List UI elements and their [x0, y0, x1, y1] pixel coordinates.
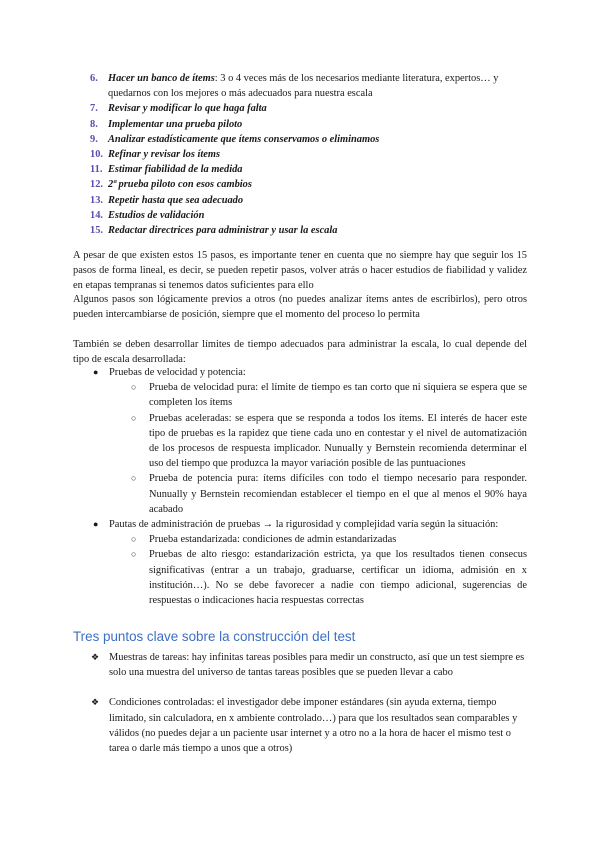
list-item: 13. Repetir hasta que sea adecuado [90, 194, 244, 206]
bullet-administration: ● Pautas de administración de pruebas → la rigurosidad y complejidad varía según la situación: ○ Prueba estandarizada: condiciones de admin estandarizadas ○ Pruebas de alto riesgo: estandarización estricta, ya que los resultados tienen consecus significativas (entrar a un trabajo, graduarse, certificar un idioma, admisión en x institución…). No se debe favorecer a nadie con tiempo adicional, sugerencias de respuestas o indicaciones hacia respuestas correctas [91, 517, 527, 608]
list-item: ○ Pruebas de alto riesgo: estandarización estricta, ya que los resultados tienen consecus significativas (entrar a un trabajo, graduarse, certificar un idioma, admisión en x institución…). No se debe favorecer a nadie con tiempo adicional, sugerencias de respuestas o indicaciones hacia respuestas correctas [131, 549, 527, 607]
list-item: ❖ Condiciones controladas: el investigador debe imponer estándares (sin ayuda externa, tiempo limitado, sin calculadora, en x ambiente controlado…) para que los resultados sean comparables y válidos (no puedes dejar a un paciente usar internet y a otro no a la hora de hacer el mismo test o tarea o darle más tiempo a unos que a otros) [91, 697, 518, 755]
list-item: 11. Estimar fiabilidad de la medida [90, 164, 243, 176]
time-limit-bullets [91, 365, 527, 608]
diamond-bullet-icon: ❖ [91, 652, 100, 662]
sub-list [109, 380, 527, 517]
hollow-bullet-icon: ○ [131, 473, 137, 484]
bullet-dot-icon: ● [93, 519, 99, 530]
paragraph-time-limits: También se deben desarrollar límites de tiempo adecuados para administrar la escala, lo cual depende del tipo de escala desarrollada: [73, 339, 527, 366]
hollow-bullet-icon: ○ [131, 412, 137, 423]
diamond-bullet-icon: ❖ [91, 697, 100, 708]
list-item: ○ Prueba de velocidad pura: el límite de tiempo es tan corto que ni siquiera se espera que se completen los ítems [131, 382, 527, 409]
list-item: 9. Analizar estadísticamente que ítems conservamos o eliminamos [90, 133, 380, 145]
list-item: ○ Prueba de potencia pura: ítems difíciles con todo el tiempo necesario para responder. Nunually y Bernstein recomiendan establecer el tiempo en el que al menos el 90% haya acabado [131, 473, 527, 515]
list-item: ❖ Muestras de tareas: hay infinitas tareas posibles para medir un constructo, así que un test siempre es solo una muestra del universo de tantas tareas posibles que se pueden llevar a cabo [91, 652, 525, 679]
section-heading: Tres puntos clave sobre la construcción del test [73, 629, 356, 644]
sub-list [109, 532, 527, 608]
hollow-bullet-icon: ○ [131, 549, 137, 560]
list-item: 8. Implementar una prueba piloto [90, 118, 243, 130]
list-item: ○ Prueba estandarizada: condiciones de admin estandarizadas [129, 532, 527, 547]
paragraph-step-order: Algunos pasos son lógicamente previos a otros (no puedes analizar ítems antes de escribirlos), pero otros pueden intercambiarse de posición, siempre que el momento del proceso lo permita [73, 294, 527, 321]
list-item: 6. Hacer un banco de ítems: 3 o 4 veces más de los necesarios mediante literatura, expertos… y quedarnos con los mejores o más adecuados para nuestra escala [90, 73, 499, 100]
steps-list [90, 71, 530, 238]
list-item: 15. Redactar directrices para administrar y usar la escala [90, 225, 338, 237]
paragraph-linear-steps: A pesar de que existen estos 15 pasos, es importante tener en cuenta que no siempre hay que seguir los 15 pasos de forma lineal, es decir, se pueden repetir pasos, volver atrás o hacer estudios de fiabilidad y validez en etapas tempranas si tenemos datos suficientes para ello [73, 250, 527, 292]
list-item: 7. Revisar y modificar lo que haga falta [90, 103, 267, 115]
hollow-bullet-icon: ○ [131, 382, 137, 393]
list-item: 12. 2ª prueba piloto con esos cambios [90, 179, 252, 191]
list-item: 14. Estudios de validación [90, 209, 205, 221]
list-item: ○ Pruebas aceleradas: se espera que se responda a todos los ítems. El interés de hacer este tipo de pruebas es la rapidez que tiene cada uno en contestar y el nivel de automatización de los procesos de respuesta implicador. Nunually y Bernstein recomienda determinar el uso del tiempo que produzca la mayor variación posible de las puntuaciones [131, 412, 527, 470]
list-item: 10. Refinar y revisar los ítems [90, 149, 220, 161]
bullet-dot-icon: ● [93, 367, 99, 377]
key-points-list [91, 650, 527, 771]
bullet-speed-power: ● Pruebas de velocidad y potencia: ○ Prueba de velocidad pura: el límite de tiempo es tan corto que ni siquiera se espera que se completen los ítems ○ Pruebas aceleradas: se espera que se responda a todos los ítems. El interés de hacer este tipo de pruebas es la rapidez que tiene cada uno en contestar y el nivel de automatización de los procesos de respuesta implicador. Nunually y Bernstein recomienda determinar el uso del tiempo que produzca la mayor variación posible de las puntuaciones ○ Prueba de potencia pura: ítems difíciles con todo el tiempo necesario para responder. Nunually y Bernstein recomiendan establecer el tiempo en el que al menos el 90% haya acabado [91, 365, 527, 517]
hollow-bullet-icon: ○ [131, 534, 137, 545]
